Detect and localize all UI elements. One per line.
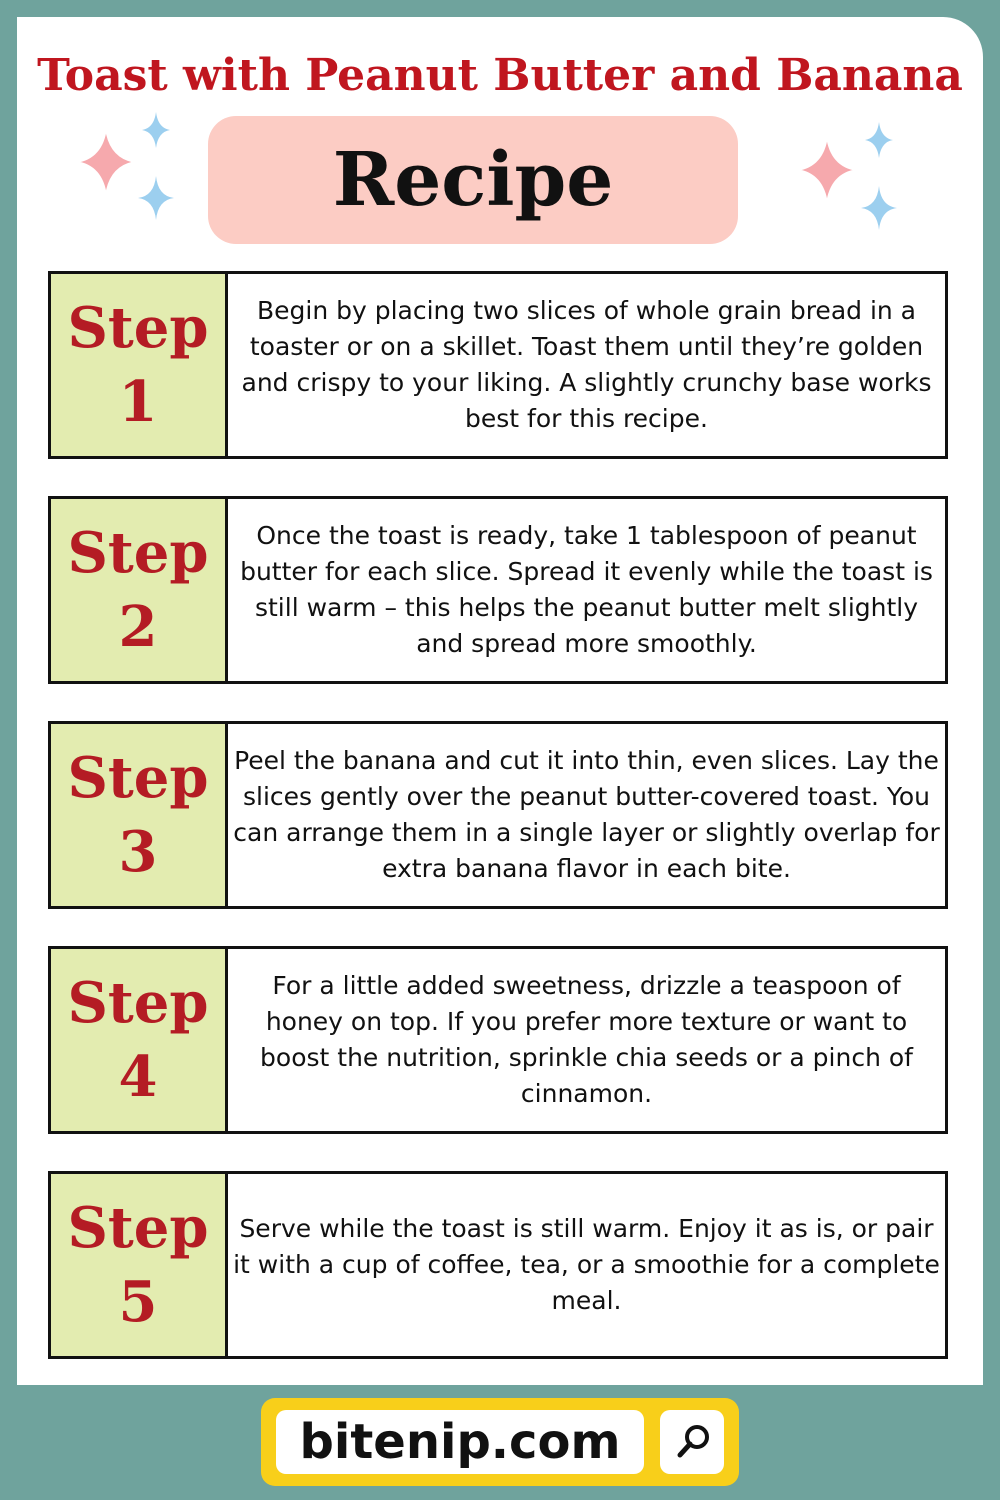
step-text-4: For a little added sweetness, drizzle a teaspoon of honey on top. If you prefer more texture or want to boost the nutrition, sprinkle chia seeds or a pinch of cinnamon.: [260, 971, 913, 1108]
step-label-4: [51, 949, 228, 1131]
step-word: Step: [67, 1195, 209, 1261]
page-title: Toast with Peanut Butter and Banana: [37, 50, 963, 101]
recipe-heading-pill: [208, 116, 738, 244]
step-number: 2: [118, 594, 158, 660]
sparkles-right-icon: [795, 118, 915, 248]
step-2: [48, 496, 948, 684]
step-3: [48, 721, 948, 909]
step-word: Step: [67, 520, 209, 586]
step-text-2: Once the toast is ready, take 1 tablespoon of peanut butter for each slice. Spread it evenly while the toast is still warm – this helps the peanut butter melt slightly and spread more smoothly.: [240, 521, 933, 658]
step-label-2: [51, 499, 228, 681]
step-text-1: Begin by placing two slices of whole grain bread in a toaster or on a skillet. Toast them until they’re golden and crispy to your liking. A slightly crunchy base works best for this recipe.: [241, 296, 932, 433]
step-number: 1: [118, 369, 158, 435]
step-1: [48, 271, 948, 459]
footer-banner: [261, 1398, 739, 1486]
step-4: [48, 946, 948, 1134]
step-label-5: [51, 1174, 228, 1356]
step-number: 4: [118, 1044, 158, 1110]
step-word: Step: [67, 295, 209, 361]
step-text-3: Peel the banana and cut it into thin, even slices. Lay the slices gently over the peanut butter-covered toast. You can arrange them in a single layer or slightly overlap for extra banana flavor in each bite.: [233, 746, 940, 883]
step-word: Step: [67, 970, 209, 1036]
step-word: Step: [67, 745, 209, 811]
step-label-1: [51, 274, 228, 456]
sparkles-left-icon: [70, 108, 190, 238]
step-label-3: [51, 724, 228, 906]
step-number: 5: [118, 1269, 158, 1335]
search-button[interactable]: [660, 1410, 724, 1474]
search-icon: [660, 1410, 724, 1474]
step-text-5: Serve while the toast is still warm. Enjoy it as is, or pair it with a cup of coffee, tea, or a smoothie for a complete meal.: [233, 1214, 940, 1315]
site-link[interactable]: bitenip.com: [276, 1410, 644, 1474]
step-number: 3: [118, 819, 158, 885]
recipe-heading: Recipe: [332, 137, 614, 223]
step-5: [48, 1171, 948, 1359]
